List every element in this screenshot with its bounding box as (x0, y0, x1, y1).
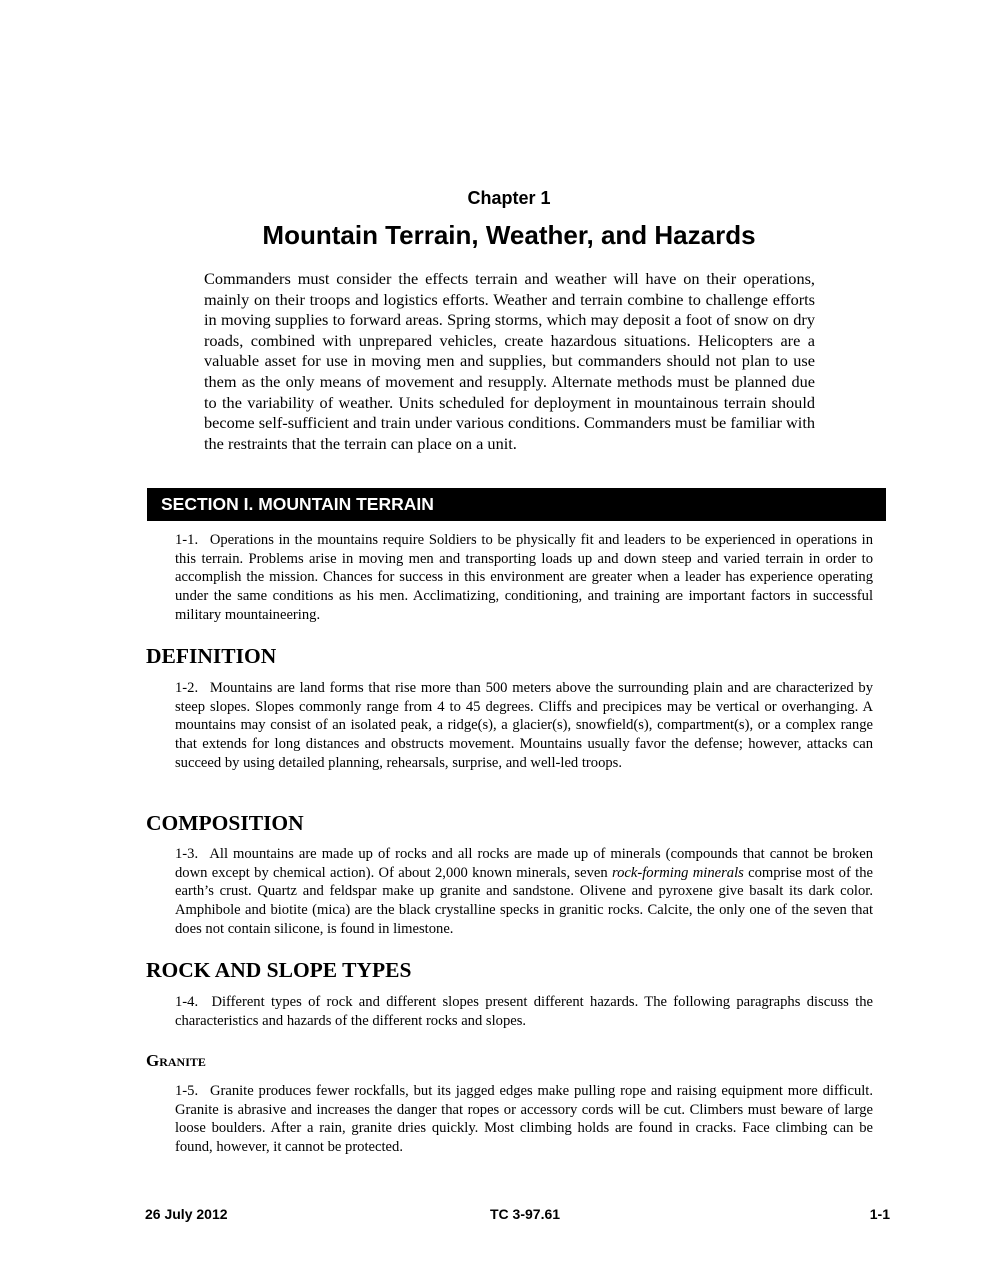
footer-doc-id: TC 3-97.61 (490, 1206, 561, 1222)
chapter-label: Chapter 1 (467, 188, 551, 208)
footer-page-number: 1-1 (869, 1206, 890, 1222)
heading-granite: Granite (146, 1051, 206, 1070)
paragraph-text: All mountains are made up of rocks and all rocks are made up of minerals (compounds that cannot be broken down except by chemical action). Of about 2,000 known minerals, seven (175, 846, 873, 881)
chapter-intro: Commanders must consider the effects terrain and weather will have on their operations, mainly on their troops and logistics efforts. Weather and terrain combine to challenge efforts in moving supplies to forward areas. Spring storms, which may deposit a foot of snow on dry roads, combined with unprepared vehicles, create hazardous situations. Helicopters are a valuable asset for use in moving men and supplies, but commanders should not plan to use them as the only means of movement and resupply. Alternate methods must be planned due to the variability of weather. Units scheduled for deployment in mountainous terrain should become self-sufficient and train under various conditions. Commanders must be familiar with the restraints that the terrain can place on a unit. (204, 269, 815, 453)
paragraph-number: 1-4. (175, 994, 199, 1010)
paragraph-text: Different types of rock and different slopes present different hazards. The following paragraphs discuss the characteristics and hazards of the different rocks and slopes. (175, 994, 874, 1029)
italic-term: rock-forming minerals (611, 864, 744, 881)
paragraph-text: Operations in the mountains require Soldiers to be physically fit and leaders to be experienced in operations in this terrain. Problems arise in moving men and transporting loads up and down steep and varied terrain in order to accomplish the mission. Chances for success in this environment are greater when a leader has experience operating under the same conditions as his men. Acclimatizing, conditioning, and training are important factors in successful military mountaineering. (175, 532, 873, 623)
paragraph-1-2 (175, 679, 873, 773)
paragraph-number: 1-2. (175, 680, 199, 696)
paragraph-1-1 (175, 531, 873, 625)
chapter-title: Mountain Terrain, Weather, and Hazards (262, 220, 756, 250)
paragraph-text: Granite produces fewer rockfalls, but its jagged edges make pulling rope and raising equipment more difficult. Granite is abrasive and increases the danger that ropes or accessory cords will be cut. Climbers must beware of large loose boulders. After a rain, granite dries quickly. Most climbing holds are found in cracks. Face climbing can be found, however, it cannot be protected. (175, 1083, 874, 1156)
heading-composition: COMPOSITION (146, 811, 304, 835)
paragraph-text: Mountains are land forms that rise more than 500 meters above the surrounding plain and are characterized by steep slopes. Slopes commonly range from 4 to 45 degrees. Cliffs and precipices may be vertical or overhanging. A mountains may consist of an isolated peak, a ridge(s), a glacier(s), snowfield(s), compartment(s), or a complex range that extends for long distances and obstructs movement. Mountains usually favor the defense; however, attacks can succeed by using detailed planning, rehearsals, surprise, and well-led troops. (175, 680, 873, 771)
heading-definition: DEFINITION (146, 644, 277, 668)
paragraph-1-4 (175, 993, 873, 1030)
paragraph-text: comprise most of the earth’s crust. Quartz and feldspar make up granite and sandstone. Olivene and pyroxene give basalt its dark color. Amphibole and biotite (mica) are the black crystalline specks in granitic rocks. Calcite, the only one of the seven that does not contain silicone, is found in limestone. (175, 864, 873, 937)
section-heading: SECTION I. MOUNTAIN TERRAIN (147, 488, 886, 521)
paragraph-1-5 (175, 1082, 873, 1157)
heading-rock-and-slope-types: ROCK AND SLOPE TYPES (146, 958, 412, 982)
paragraph-number: 1-1. (175, 532, 199, 548)
paragraph-number: 1-3. (175, 846, 199, 862)
footer-date: 26 July 2012 (145, 1206, 228, 1222)
paragraph-number: 1-5. (175, 1083, 199, 1099)
paragraph-1-3 (175, 845, 873, 939)
